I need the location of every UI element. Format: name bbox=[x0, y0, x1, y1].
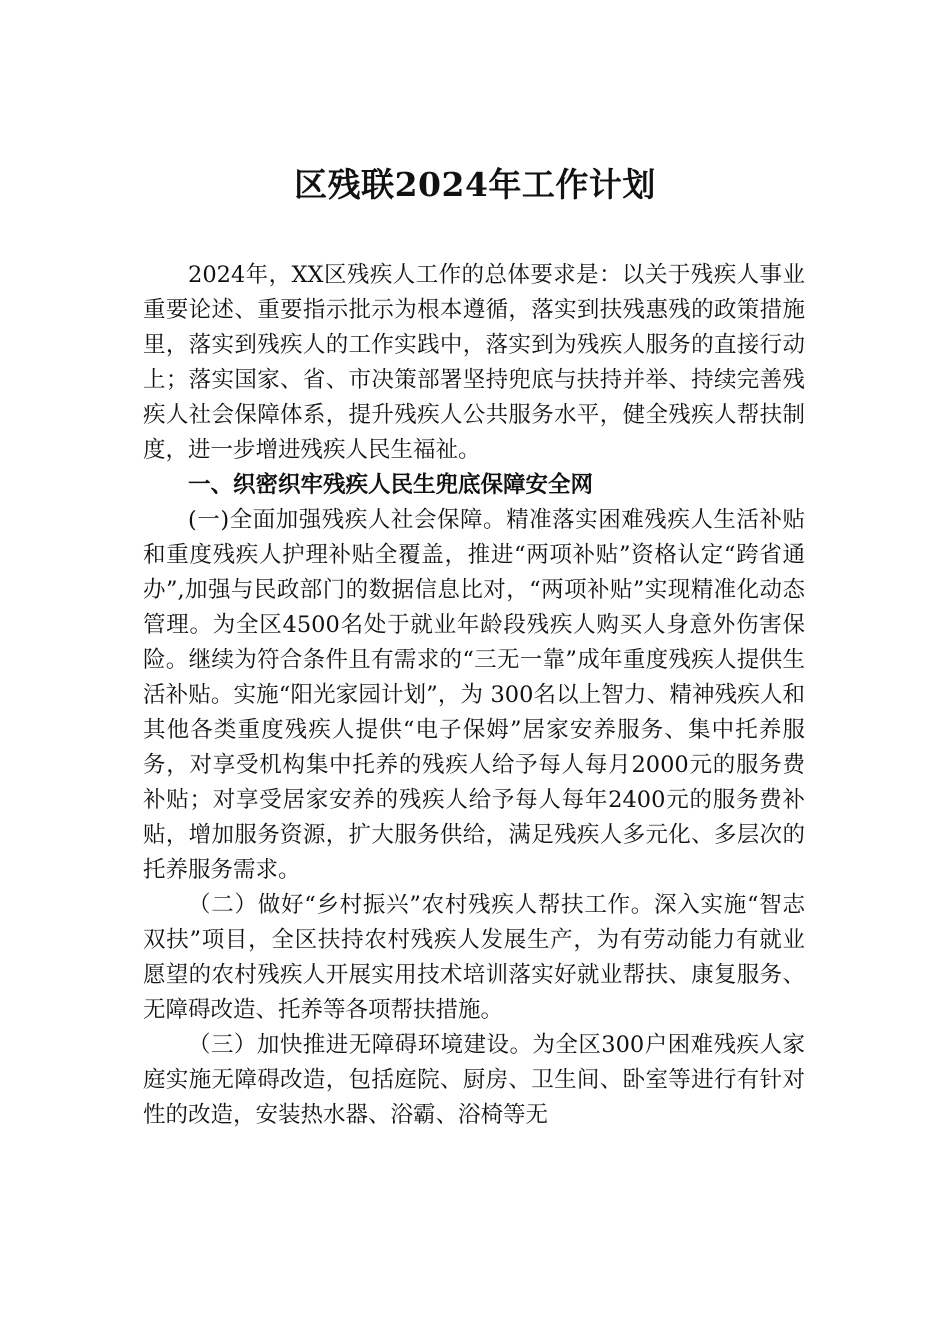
item-3-lead: （三）加快推进无障碍环境建设。 bbox=[188, 1032, 533, 1058]
item-2-paragraph bbox=[143, 888, 805, 1028]
item-1-body: 精准落实困难残疾人生活补贴和重度残疾人护理补贴全覆盖，推进“两项补贴”资格认定“跨省通办”,加强与民政部门的数据信息比对，“两项补贴”实现精准化动态管理。为全区4500名处于就业年龄段残疾人购买人身意外伤害保险。继续为符合条件且有需求的“三无一靠”成年重度残疾人提供生活补贴。实施“阳光家园计划”，为 300名以上智力、精神残疾人和其他各类重度残疾人提供“电子保姆”居家安养服务、集中托养服务，对享受机构集中托养的残疾人给予每人每月2000元的服务费补贴；对享受居家安养的残疾人给予每人每年2400元的服务费补贴，增加服务资源，扩大服务供给，满足残疾人多元化、多层次的托养服务需求。 bbox=[143, 507, 805, 883]
intro-paragraph: 2024年，XX区残疾人工作的总体要求是：以关于残疾人事业重要论述、重要指示批示为根本遵循，落实到扶残惠残的政策措施里，落实到残疾人的工作实践中，落实到为残疾人服务的直接行动上；落实国家、省、市决策部署坚持兜底与扶持并举、持续完善残疾人社会保障体系，提升残疾人公共服务水平，健全残疾人帮扶制度，进一步增进残疾人民生福祉。 bbox=[143, 262, 805, 463]
item-2-body: 深入实施“智志双扶”项目，全区扶持农村残疾人发展生产，为有劳动能力有就业愿望的农村残疾人开展实用技术培训落实好就业帮扶、康复服务、无障碍改造、托养等各项帮扶措施。 bbox=[143, 892, 805, 1023]
item-3-body: 为全区300户困难残疾人家庭实施无障碍改造，包括庭院、厨房、卫生间、卧室等进行有针对性的改造，安装热水器、浴霸、浴椅等无 bbox=[143, 1032, 805, 1128]
item-3-paragraph bbox=[143, 1028, 805, 1133]
document-body bbox=[143, 258, 805, 1133]
document-title: 区残联2024年工作计划 bbox=[294, 165, 656, 204]
item-1-paragraph bbox=[143, 503, 805, 888]
item-1-lead: (一)全面加强残疾人社会保障。 bbox=[188, 507, 507, 533]
section-1-heading: 一、织密织牢残疾人民生兜底保障安全网 bbox=[188, 472, 594, 498]
item-2-lead: （二）做好“乡村振兴”农村残疾人帮扶工作。 bbox=[188, 892, 655, 918]
